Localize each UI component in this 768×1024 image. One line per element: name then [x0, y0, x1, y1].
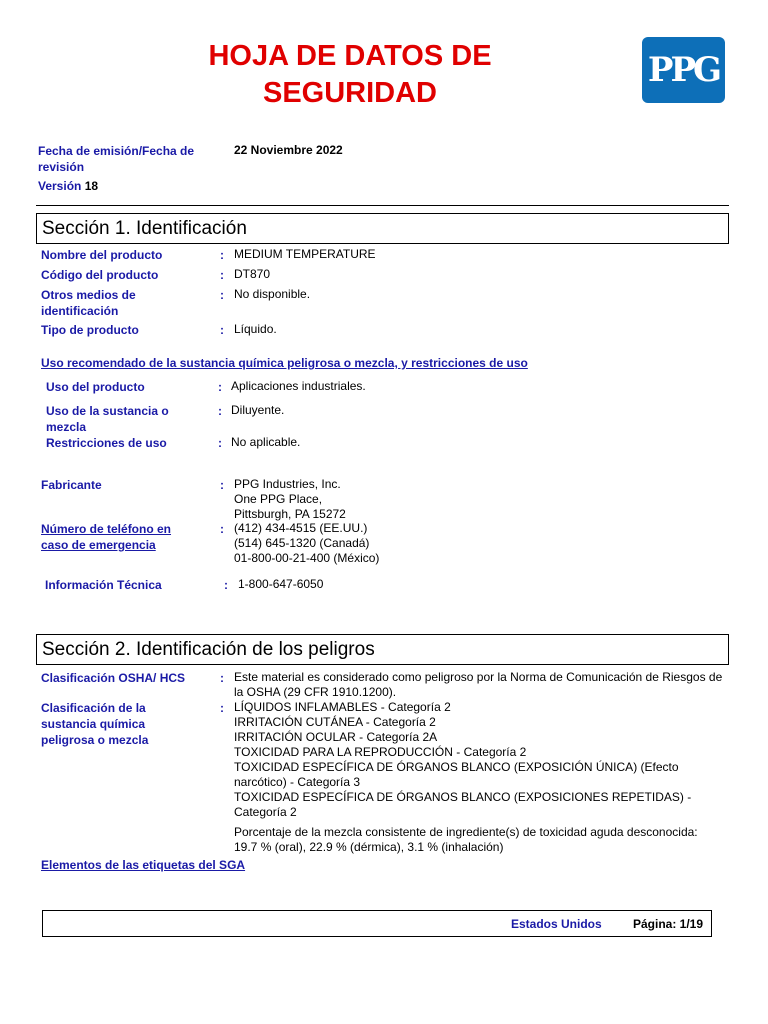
restrictions-label: Restricciones de uso [46, 436, 167, 450]
tech-info-label: Información Técnica [45, 578, 162, 592]
page-footer [42, 910, 712, 937]
hazard-classification-list [234, 700, 724, 855]
title-line-1: HOJA DE DATOS DE [208, 40, 492, 72]
hazard-line: TOXICIDAD ESPECÍFICA DE ÓRGANOS BLANCO (EXPOSICIÓN ÚNICA) (Efecto narcótico) - Categoría 3 [234, 760, 679, 789]
manufacturer-address [234, 477, 346, 522]
emergency-phone-label: Número de teléfono en caso de emergencia [41, 522, 172, 552]
address-line: PPG Industries, Inc. [234, 477, 341, 491]
document-title [160, 38, 540, 112]
manufacturer-label: Fabricante [41, 478, 102, 492]
section-1-header: Sección 1. Identificación [36, 213, 729, 244]
issue-date-value: 22 Noviembre 2022 [234, 143, 343, 157]
address-line: Pittsburgh, PA 15272 [234, 507, 346, 521]
osha-classification-value: Este material es considerado como peligroso por la Norma de Comunicación de Riesgos de la OSHA (29 CFR 1910.1200). [234, 670, 723, 699]
other-id-label: Otros medios de identificación [41, 288, 136, 318]
version-row [38, 178, 98, 194]
recommended-use-heading: Uso recomendado de la sustancia química peligrosa o mezcla, y restricciones de uso [41, 356, 528, 370]
colon: : [220, 522, 224, 536]
hazard-line: LÍQUIDOS INFLAMABLES - Categoría 2 [234, 700, 451, 714]
version-value: 18 [84, 179, 99, 193]
footer-region: Estados Unidos [511, 917, 602, 931]
colon: : [220, 671, 224, 685]
emergency-phone-list [234, 521, 379, 566]
colon: : [220, 248, 224, 262]
footer-page-number: Página: 1/19 [633, 917, 704, 931]
toxicity-note: Porcentaje de la mezcla consistente de ingrediente(s) de toxicidad aguda desconocida: 19.7 % (oral), 22.9 % (dérmica), 3.1 % (inhalación) [234, 825, 698, 854]
product-type-label: Tipo de producto [41, 323, 139, 337]
colon: : [224, 578, 228, 592]
substance-use-label: Uso de la sustancia o mezcla [46, 404, 169, 434]
colon: : [220, 268, 224, 282]
ghs-elements-heading: Elementos de las etiquetas del SGA [41, 858, 246, 872]
product-use-label: Uso del producto [46, 380, 145, 394]
product-name-value: MEDIUM TEMPERATURE [234, 247, 376, 261]
colon: : [220, 288, 224, 302]
title-line-2: SEGURIDAD [262, 77, 437, 109]
colon: : [220, 323, 224, 337]
osha-classification-label: Clasificación OSHA/ HCS [41, 671, 186, 685]
tech-info-value: 1-800-647-6050 [238, 577, 324, 591]
version-label: Versión [38, 179, 82, 193]
hazard-line: TOXICIDAD ESPECÍFICA DE ÓRGANOS BLANCO (EXPOSICIONES REPETIDAS) - Categoría 2 [234, 790, 692, 819]
colon: : [218, 436, 222, 450]
product-name-label: Nombre del producto [41, 248, 163, 262]
colon: : [220, 478, 224, 492]
section-2-header: Sección 2. Identificación de los peligros [36, 634, 729, 665]
product-code-value: DT870 [234, 267, 271, 281]
product-type-value: Líquido. [234, 322, 277, 336]
hazard-line: IRRITACIÓN CUTÁNEA - Categoría 2 [234, 715, 436, 729]
other-id-value: No disponible. [234, 287, 311, 301]
substance-use-value: Diluyente. [231, 403, 285, 417]
hazard-line: TOXICIDAD PARA LA REPRODUCCIÓN - Categoría 2 [234, 745, 527, 759]
colon: : [218, 380, 222, 394]
header-divider [36, 205, 729, 206]
address-line: One PPG Place, [234, 492, 323, 506]
phone-line: (412) 434-4515 (EE.UU.) [234, 521, 368, 535]
ppg-logo [642, 37, 725, 103]
colon: : [220, 701, 224, 715]
phone-line: 01-800-00-21-400 (México) [234, 551, 380, 565]
colon: : [218, 404, 222, 418]
phone-line: (514) 645-1320 (Canadá) [234, 536, 370, 550]
restrictions-value: No aplicable. [231, 435, 301, 449]
product-code-label: Código del producto [41, 268, 159, 282]
issue-date-label: Fecha de emisión/Fecha de revisión [38, 144, 195, 174]
hazard-line: IRRITACIÓN OCULAR - Categoría 2A [234, 730, 438, 744]
logo-text: PPG [647, 50, 720, 90]
product-use-value: Aplicaciones industriales. [231, 379, 366, 393]
hazard-classification-label: Clasificación de la sustancia química peligrosa o mezcla [41, 701, 149, 747]
